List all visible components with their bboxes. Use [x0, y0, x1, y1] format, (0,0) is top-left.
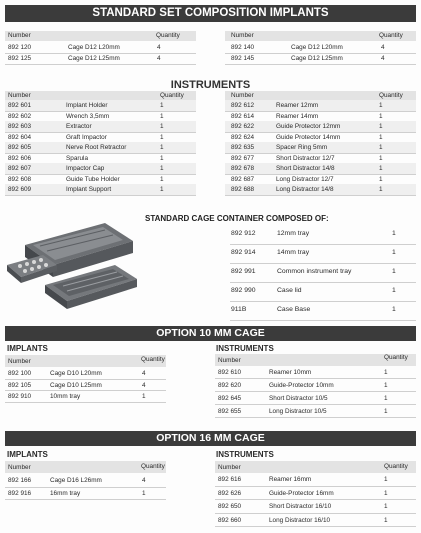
row-qty: 1 [392, 306, 396, 313]
row-qty: 1 [392, 287, 396, 294]
instruments-right-col-number: Number [231, 92, 254, 99]
row-divider [5, 153, 196, 154]
row-number: 892 609 [8, 186, 32, 193]
row-number: 892 601 [8, 102, 32, 109]
row-divider [230, 263, 416, 264]
row-number: 892 916 [8, 489, 32, 497]
row-qty: 1 [160, 123, 164, 130]
row-desc: Short Distractor 12/7 [276, 154, 335, 162]
row-desc: Common instrument tray [277, 268, 352, 275]
row-divider [215, 499, 416, 500]
row-desc: Long Distractor 14/8 [276, 186, 334, 193]
row-number: 892 677 [231, 154, 255, 162]
option10-implants-col-quantity: Quantity [141, 356, 165, 363]
row-qty: 1 [379, 112, 383, 120]
row-divider [5, 195, 196, 196]
row-qty: 4 [142, 370, 146, 377]
row-number: 892 606 [8, 154, 32, 162]
instruments-right-col-quantity: Quantity [379, 92, 403, 99]
row-qty: 1 [384, 395, 388, 402]
row-qty: 1 [379, 186, 383, 193]
row-qty: 4 [381, 55, 385, 62]
row-qty: 1 [379, 154, 383, 162]
row-number: 892 140 [231, 44, 255, 51]
option16-banner [5, 431, 416, 446]
row-desc: Short Distractor 16/10 [269, 503, 332, 510]
row-number: 892 614 [231, 112, 255, 120]
instruments-title: INSTRUMENTS [170, 79, 251, 91]
row-number: 892 610 [218, 369, 242, 376]
row-number: 892 607 [8, 165, 32, 172]
option10-implants-title: IMPLANTS [7, 344, 48, 353]
row-number: 892 626 [218, 489, 242, 497]
row-desc: Cage D12 L25mm [291, 55, 343, 62]
option10-implants-col-number: Number [8, 358, 31, 365]
row-qty: 1 [379, 144, 383, 151]
standard-set-banner [5, 5, 416, 22]
row-desc: Cage D10 L20mm [50, 370, 102, 377]
container-photo [5, 215, 140, 320]
row-divider [5, 402, 166, 403]
row-desc: Reamer 14mm [276, 112, 319, 120]
row-qty: 1 [379, 175, 383, 183]
row-divider [230, 244, 416, 245]
row-qty: 1 [379, 165, 383, 172]
row-desc: Case lid [277, 287, 302, 294]
row-qty: 1 [142, 489, 146, 497]
option10-banner [5, 326, 416, 341]
row-desc: 12mm tray [277, 230, 310, 237]
row-number: 892 616 [218, 476, 242, 483]
option16-instruments-col-quantity: Quantity [384, 463, 408, 470]
row-desc: 10mm tray [50, 393, 81, 400]
row-qty: 1 [384, 476, 388, 483]
row-desc: Cage D10 L25mm [50, 381, 102, 389]
row-divider [230, 282, 416, 283]
instruments-left-col-quantity: Quantity [160, 92, 184, 99]
row-qty: 1 [160, 154, 164, 162]
option16-implants-col-number: Number [8, 464, 31, 471]
row-desc: Implant Holder [66, 102, 108, 109]
row-number: 892 603 [8, 123, 32, 130]
row-desc: Reamer 16mm [269, 476, 312, 483]
row-desc: Sparula [66, 154, 89, 162]
row-desc: Impactor Cap [66, 165, 105, 172]
row-number: 892 910 [8, 393, 32, 400]
row-number: 892 120 [8, 44, 32, 51]
row-number: 892 655 [218, 408, 242, 415]
row-number: 892 612 [231, 102, 255, 109]
row-desc: Short Distractor 10/5 [269, 395, 328, 402]
row-divider [215, 404, 416, 405]
row-background [5, 121, 196, 132]
row-number: 892 650 [218, 503, 242, 510]
row-number: 892 688 [231, 186, 255, 193]
row-number: 892 145 [231, 55, 255, 62]
row-qty: 4 [157, 44, 161, 51]
row-desc: Cage D12 L25mm [68, 55, 120, 62]
row-number: 892 100 [8, 370, 32, 377]
row-desc: Guide Tube Holder [66, 175, 120, 183]
standard-set-right-col-quantity: Quantity [379, 32, 403, 39]
row-number: 892 166 [8, 477, 32, 484]
row-desc: Wrench 3,5mm [66, 112, 110, 120]
row-qty: 1 [160, 144, 164, 151]
row-qty: 1 [384, 408, 388, 415]
option10-instruments-col-number: Number [218, 357, 241, 364]
row-qty: 1 [384, 489, 388, 497]
row-number: 892 660 [218, 516, 242, 524]
row-divider [5, 379, 166, 380]
row-divider [225, 64, 416, 65]
row-qty: 1 [160, 175, 164, 183]
option10-instruments-col-quantity: Quantity [384, 354, 408, 361]
option16-instruments-col-number: Number [218, 464, 241, 471]
row-desc: Cage D16 L26mm [50, 477, 102, 484]
row-desc: Guide-Protector 10mm [269, 382, 334, 389]
row-number: 892 622 [231, 123, 255, 130]
row-number: 892 624 [231, 133, 255, 141]
row-desc: Nerve Root Retractor [66, 144, 127, 151]
row-number: 892 645 [218, 395, 242, 402]
row-desc: Spacer Ring 5mm [276, 144, 328, 151]
row-desc: Extractor [66, 123, 92, 130]
row-divider [215, 486, 416, 487]
row-divider [5, 53, 196, 54]
row-qty: 1 [160, 186, 164, 193]
row-divider [230, 301, 416, 302]
row-desc: 16mm tray [50, 489, 81, 497]
row-desc: Guide-Protector 16mm [269, 489, 334, 497]
row-desc: Long Distractor 10/5 [269, 408, 327, 415]
row-desc: Cage D12 L20mm [291, 44, 343, 51]
row-qty: 1 [392, 230, 396, 237]
row-number: 892 687 [231, 175, 255, 183]
row-number: 892 635 [231, 144, 255, 151]
option10-instruments-title: INSTRUMENTS [216, 344, 274, 353]
row-qty: 1 [384, 369, 388, 376]
row-divider [225, 53, 416, 54]
standard-set-title: STANDARD SET COMPOSITION IMPLANTS [92, 7, 329, 19]
row-qty: 4 [157, 55, 161, 62]
row-desc: Guide Protector 14mm [276, 133, 341, 141]
row-number: 892 620 [218, 382, 242, 389]
row-number: 892 604 [8, 133, 32, 141]
row-desc: 14mm tray [277, 249, 310, 256]
row-number: 892 678 [231, 165, 255, 172]
row-qty: 4 [381, 44, 385, 51]
row-divider [5, 499, 166, 500]
row-number: 911B [231, 306, 247, 313]
row-desc: Short Distractor 14/8 [276, 165, 335, 172]
row-qty: 1 [160, 102, 164, 109]
row-qty: 1 [142, 393, 146, 400]
row-number: 892 912 [231, 230, 256, 237]
row-qty: 1 [160, 112, 164, 120]
row-qty: 1 [384, 382, 388, 389]
row-desc: Implant Support [66, 186, 112, 193]
row-desc: Cage D12 L20mm [68, 44, 120, 51]
row-divider [225, 132, 416, 133]
row-divider [5, 174, 196, 175]
option16-instruments-title: INSTRUMENTS [216, 450, 274, 459]
option16-implants-col-quantity: Quantity [141, 463, 165, 470]
row-number: 892 125 [8, 55, 32, 62]
row-number: 892 105 [8, 381, 32, 389]
row-qty: 1 [379, 102, 383, 109]
row-qty: 1 [379, 123, 383, 130]
row-qty: 1 [160, 165, 164, 172]
row-desc: Long Distractor 12/7 [276, 175, 334, 183]
row-qty: 4 [142, 477, 146, 484]
instruments-left-col-number: Number [8, 92, 31, 99]
row-desc: Graft Impactor [66, 133, 107, 141]
row-desc: Guide Protector 12mm [276, 123, 341, 130]
row-number: 892 914 [231, 249, 256, 256]
row-number: 892 602 [8, 112, 32, 120]
row-desc: Case Base [277, 306, 311, 313]
row-number: 892 990 [231, 287, 256, 294]
row-desc: Reamer 10mm [269, 369, 312, 376]
row-divider [225, 111, 416, 112]
row-qty: 1 [384, 503, 388, 510]
row-qty: 1 [160, 133, 164, 141]
row-qty: 1 [392, 249, 396, 256]
row-number: 892 608 [8, 175, 32, 183]
standard-set-left-col-number: Number [8, 32, 31, 39]
standard-set-right-col-number: Number [231, 32, 254, 39]
option16-title: OPTION 16 MM CAGE [156, 432, 265, 444]
row-divider [215, 526, 416, 527]
row-divider [215, 513, 416, 514]
standard-set-left-col-quantity: Quantity [156, 32, 180, 39]
row-desc: Long Distractor 16/10 [269, 516, 331, 524]
row-divider [215, 417, 416, 418]
row-qty: 4 [142, 381, 146, 389]
option10-title: OPTION 10 MM CAGE [156, 327, 265, 339]
row-number: 892 605 [8, 144, 32, 151]
row-number: 892 991 [231, 268, 256, 275]
row-divider [5, 132, 196, 133]
row-divider [5, 390, 166, 391]
row-qty: 1 [384, 516, 388, 524]
row-divider [225, 174, 416, 175]
row-divider [5, 111, 196, 112]
row-divider [215, 378, 416, 379]
row-desc: Reamer 12mm [276, 102, 319, 109]
option16-implants-title: IMPLANTS [7, 450, 48, 459]
row-divider [5, 487, 166, 488]
container-title: STANDARD CAGE CONTAINER COMPOSED OF: [145, 214, 329, 223]
row-divider [5, 64, 196, 65]
row-divider [225, 195, 416, 196]
row-divider [215, 391, 416, 392]
row-divider [225, 153, 416, 154]
row-qty: 1 [379, 133, 383, 141]
row-qty: 1 [392, 268, 396, 275]
row-divider [230, 320, 416, 321]
